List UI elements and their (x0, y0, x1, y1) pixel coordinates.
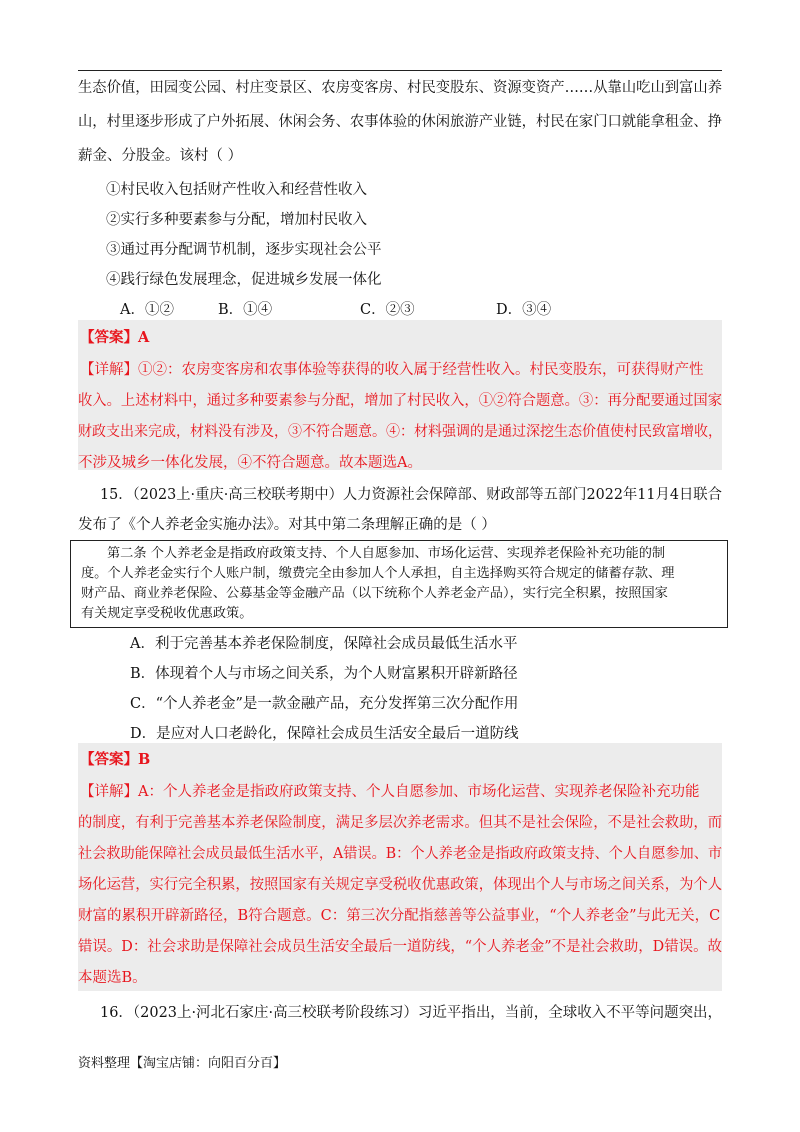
q14-option-c: C．②③ (360, 302, 415, 318)
q14-detail-line-1: 【详解】①②：农房变客房和农事体验等获得的收入属于经营性收入。村民变股东，可获得财产性 (80, 362, 704, 378)
q15-quote-line-2: 度。个人养老金实行个人账户制，缴费完全由参加人个人承担，自主选择购买符合规定的储蓄存款、理 (81, 566, 675, 581)
q15-quote-line-1: 第二条 个人养老金是指政府政策支持、个人自愿参加、市场化运营、实现养老保险补充功能的制 (107, 546, 666, 561)
header-rule (78, 70, 722, 71)
q15-detail-line-6: 错误。D：社会求助是保障社会成员生活安全最后一道防线，“个人养老金”不是社会救助，D错误。故 (78, 939, 722, 955)
q15-answer: 【答案】B (80, 751, 151, 768)
q15-detail-line-7: 本题选B。 (78, 970, 147, 986)
q14-statement-3: ③通过再分配调节机制，逐步实现社会公平 (106, 242, 382, 258)
q14-text-line-1: 生态价值，田园变公园、村庄变景区、农房变客房、村民变股东、资源变资产……从靠山吃山到富山养 (78, 80, 723, 96)
q14-text-line-3: 薪金、分股金。该村（ ） (78, 148, 243, 164)
q16-stem-line-1: 16．（2023上·河北石家庄·高三校联考阶段练习）习近平指出，当前，全球收入不平等问题突出， (100, 1005, 723, 1021)
q15-quote-line-3: 财产品、商业养老保险、公募基金等金融产品（以下统称个人养老金产品），实行完全积累，按照国家 (81, 586, 668, 601)
q15-detail-line-3: 社会救助能保障社会成员最低生活水平，A错误。B：个人养老金是指政府政策支持、个人自愿参加、市 (78, 846, 723, 862)
q15-stem-line-1: 15．（2023上·重庆·高三校联考期中）人力资源社会保障部、财政部等五部门2022年11月4日联合 (100, 487, 722, 503)
page-footer: 资料整理【淘宝店铺：向阳百分百】 (78, 1056, 287, 1071)
q15-detail-line-1: 【详解】A：个人养老金是指政府政策支持、个人自愿参加、市场化运营、实现养老保险补充功能 (80, 784, 700, 800)
q15-stem-line-2: 发布了《个人养老金实施办法》。对其中第二条理解正确的是（ ） (78, 517, 496, 533)
q15-option-b: B．体现着个人与市场之间关系，为个人财富累积开辟新路径 (130, 666, 518, 682)
q14-detail-line-4: 不涉及城乡一体化发展，④不符合题意。故本题选A。 (78, 455, 422, 471)
q15-detail-line-5: 财富的累积开辟新路径，B符合题意。C：第三次分配指慈善等公益事业，“个人养老金”与此无关，C (78, 908, 721, 924)
q15-option-c: C．“个人养老金”是一款金融产品，充分发挥第三次分配作用 (130, 696, 519, 712)
q14-option-d: D．③④ (496, 302, 552, 318)
q14-detail-line-2: 收入。上述材料中，通过多种要素参与分配，增加了村民收入，①②符合题意。③：再分配要通过国家 (78, 393, 723, 409)
q15-option-a: A．利于完善基本养老保险制度，保障社会成员最低生活水平 (130, 636, 518, 652)
q15-detail-line-4: 场化运营，实行完全积累，按照国家有关规定享受税收优惠政策，体现出个人与市场之间关系，为个人 (78, 877, 723, 893)
q14-detail-line-3: 财政支出来完成，材料没有涉及，③不符合题意。④：材料强调的是通过深挖生态价值使村民致富增收， (78, 424, 722, 440)
q14-text-line-2: 山，村里逐步形成了户外拓展、休闲会务、农事体验的休闲旅游产业链，村民在家门口就能拿租金、挣 (78, 114, 723, 130)
q15-detail-line-2: 的制度，有利于完善基本养老保险制度，满足多层次养老需求。但其不是社会保险，不是社会救助，而 (78, 815, 723, 831)
q15-option-d: D．是应对人口老龄化，保障社会成员生活安全最后一道防线 (130, 726, 519, 742)
q14-statement-2: ②实行多种要素参与分配，增加村民收入 (106, 212, 367, 228)
q14-option-a: A．①② (120, 302, 174, 318)
q14-option-b: B．①④ (218, 302, 273, 318)
q14-answer: 【答案】A (80, 329, 150, 346)
q15-quote-box (70, 540, 728, 628)
q14-statement-4: ④践行绿色发展理念，促进城乡发展一体化 (106, 272, 382, 288)
q15-quote-line-4: 有关规定享受税收优惠政策。 (81, 606, 253, 621)
q14-statement-1: ①村民收入包括财产性收入和经营性收入 (106, 182, 367, 198)
